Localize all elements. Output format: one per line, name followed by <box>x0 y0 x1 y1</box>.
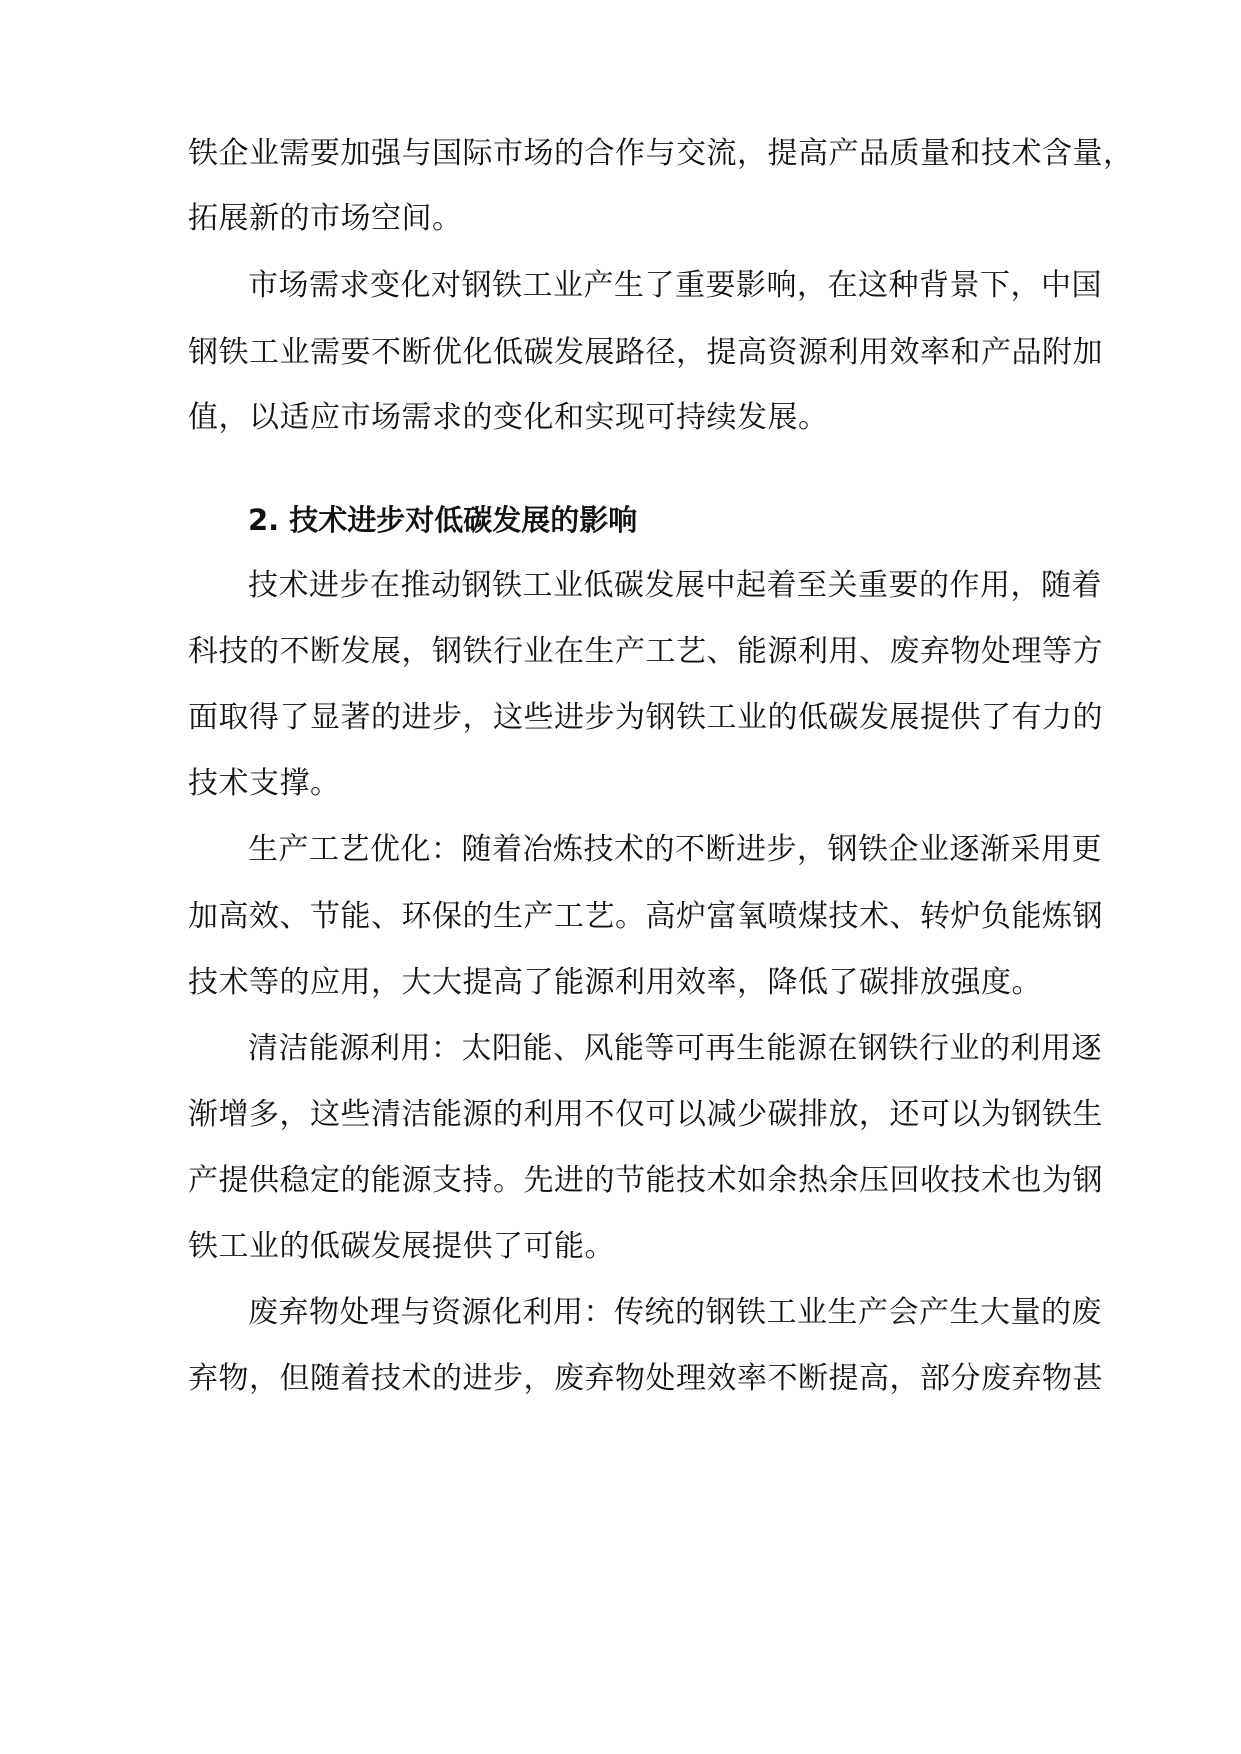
paragraph-first-line: 市场需求变化对钢铁工业产生了重要影响，在这种背景下，中国 <box>248 268 1102 303</box>
text-line: 科技的不断发展，钢铁行业在生产工艺、能源利用、废弃物处理等方 <box>188 634 1103 669</box>
text-line: 铁企业需要加强与国际市场的合作与交流，提高产品质量和技术含量， <box>188 136 1134 171</box>
paragraph-first-line: 技术进步在推动钢铁工业低碳发展中起着至关重要的作用，随着 <box>248 568 1102 603</box>
text-line: 技术支撑。 <box>188 766 341 801</box>
text-line: 弃物，但随着技术的进步，废弃物处理效率不断提高，部分废弃物甚 <box>188 1361 1103 1396</box>
text-line: 铁工业的低碳发展提供了可能。 <box>188 1229 615 1264</box>
text-line: 面取得了显著的进步，这些进步为钢铁工业的低碳发展提供了有力的 <box>188 700 1103 735</box>
text-line: 拓展新的市场空间。 <box>188 201 463 236</box>
paragraph-first-line: 废弃物处理与资源化利用：传统的钢铁工业生产会产生大量的废 <box>248 1295 1102 1330</box>
section-heading: 2. 技术进步对低碳发展的影响 <box>248 503 638 537</box>
paragraph-first-line: 生产工艺优化：随着冶炼技术的不断进步，钢铁企业逐渐采用更 <box>248 832 1102 867</box>
text-line: 值，以适应市场需求的变化和实现可持续发展。 <box>188 400 829 435</box>
text-line: 技术等的应用，大大提高了能源利用效率，降低了碳排放强度。 <box>188 965 1042 1000</box>
text-line: 钢铁工业需要不断优化低碳发展路径，提高资源利用效率和产品附加 <box>188 335 1103 370</box>
text-line: 加高效、节能、环保的生产工艺。高炉富氧喷煤技术、转炉负能炼钢 <box>188 899 1103 934</box>
paragraph-first-line: 清洁能源利用：太阳能、风能等可再生能源在钢铁行业的利用逐 <box>248 1031 1102 1066</box>
text-line: 渐增多，这些清洁能源的利用不仅可以减少碳排放，还可以为钢铁生 <box>188 1097 1103 1132</box>
text-line: 产提供稳定的能源支持。先进的节能技术如余热余压回收技术也为钢 <box>188 1163 1103 1198</box>
